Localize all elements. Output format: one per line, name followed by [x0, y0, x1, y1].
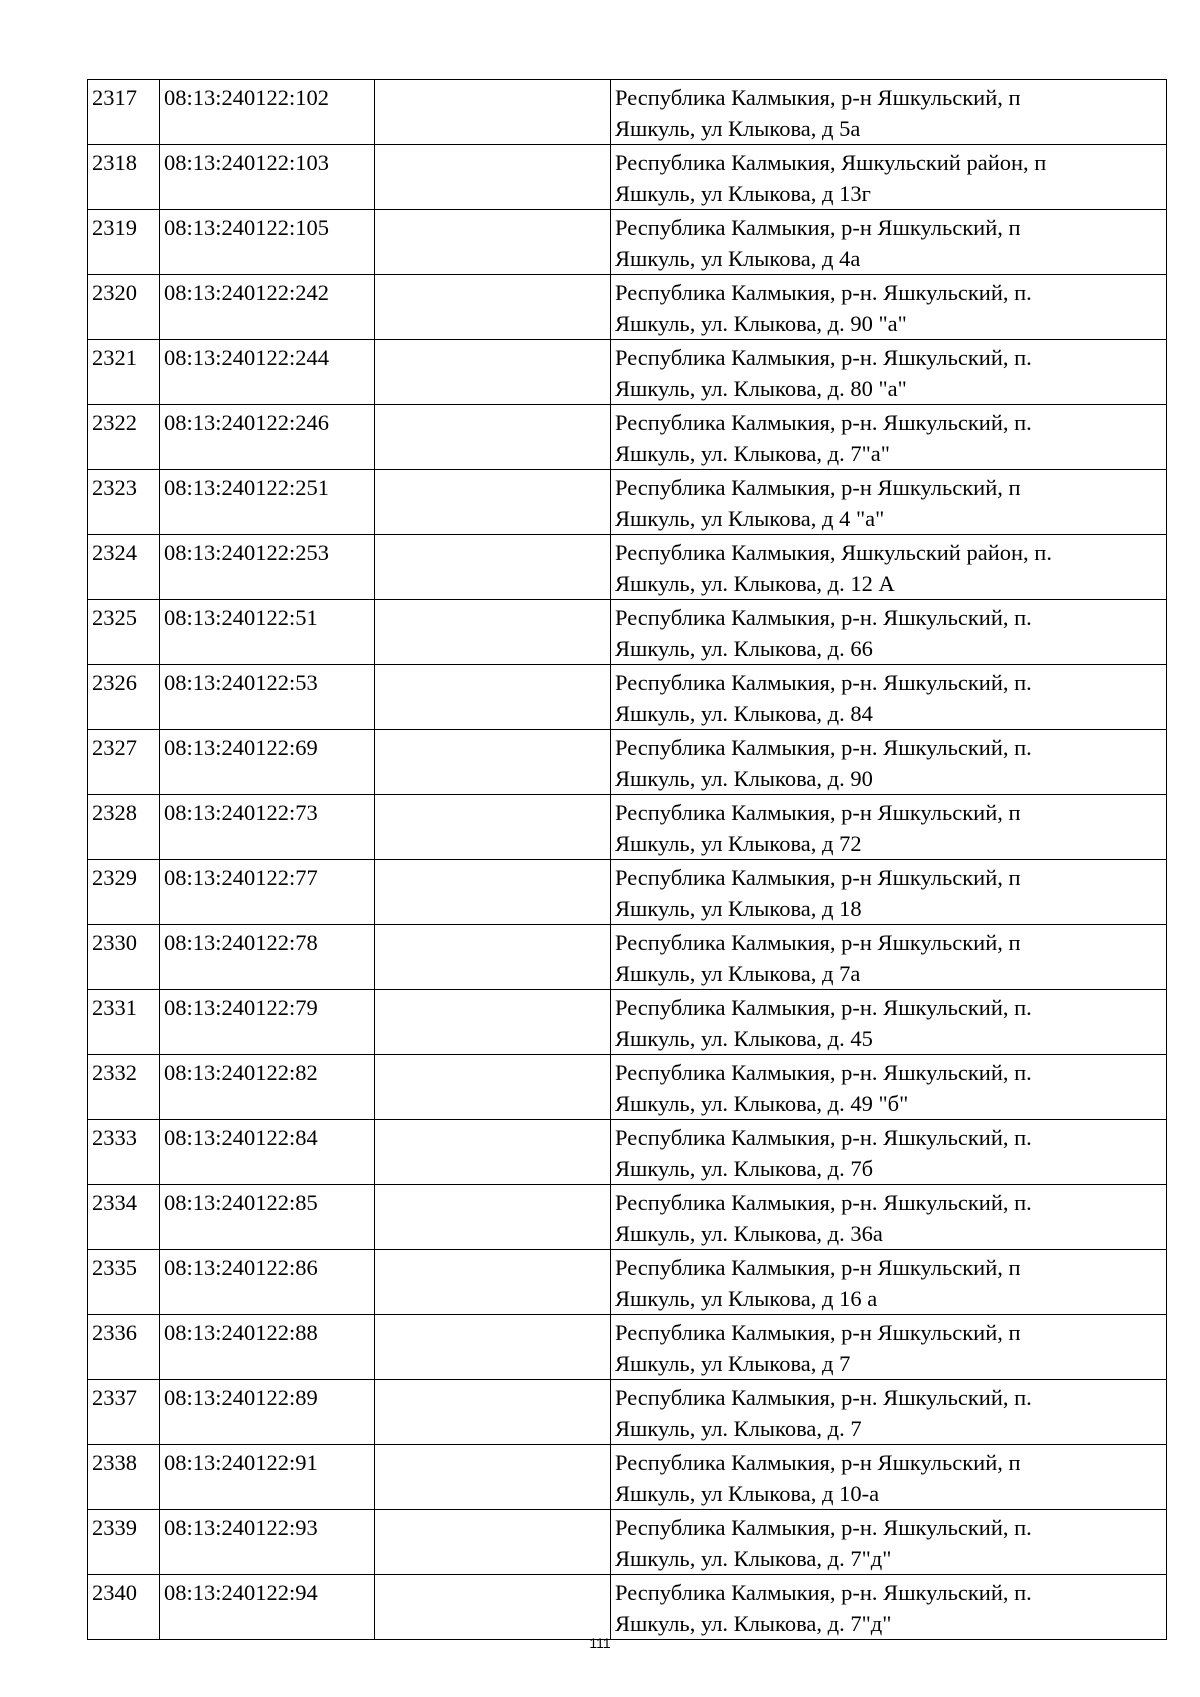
address-line: Республика Калмыкия, р-н Яшкульский, п: [615, 1320, 1021, 1345]
cadastral-number-cell: 08:13:240122:246: [160, 405, 375, 470]
cadastral-number-cell: 08:13:240122:251: [160, 470, 375, 535]
address-cell: [611, 535, 1167, 600]
empty-cell: [375, 1250, 611, 1315]
address-cell: [611, 1380, 1167, 1445]
address-line: Яшкуль, ул. Клыкова, д. 7"д": [615, 1611, 892, 1636]
cadastral-number-cell: 08:13:240122:91: [160, 1445, 375, 1510]
address-line: Республика Калмыкия, р-н. Яшкульский, п.: [615, 1385, 1032, 1410]
row-number-cell: 2333: [88, 1120, 160, 1185]
empty-cell: [375, 470, 611, 535]
address-cell: [611, 275, 1167, 340]
registry-table: [87, 79, 1167, 1640]
table-row: [88, 210, 1167, 275]
cadastral-number-cell: 08:13:240122:53: [160, 665, 375, 730]
row-number-cell: 2339: [88, 1510, 160, 1575]
address-line: Республика Калмыкия, Яшкульский район, п: [615, 150, 1047, 175]
address-line: Яшкуль, ул Клыкова, д 13г: [615, 181, 871, 206]
page-number: 111: [589, 1635, 611, 1651]
address-line: Республика Калмыкия, р-н Яшкульский, п: [615, 1255, 1021, 1280]
address-line: Республика Калмыкия, р-н. Яшкульский, п.: [615, 1580, 1032, 1605]
empty-cell: [375, 340, 611, 405]
address-line: Яшкуль, ул Клыкова, д 10-а: [615, 1481, 880, 1506]
empty-cell: [375, 665, 611, 730]
address-cell: [611, 860, 1167, 925]
row-number-cell: 2326: [88, 665, 160, 730]
address-line: Яшкуль, ул Клыкова, д 18: [615, 896, 862, 921]
address-cell: [611, 1510, 1167, 1575]
address-line: Яшкуль, ул. Клыкова, д. 7б: [615, 1156, 874, 1181]
empty-cell: [375, 210, 611, 275]
empty-cell: [375, 1120, 611, 1185]
table-row: [88, 470, 1167, 535]
address-line: Республика Калмыкия, р-н Яшкульский, п: [615, 1450, 1021, 1475]
empty-cell: [375, 795, 611, 860]
address-line: Яшкуль, ул. Клыкова, д. 12 А: [615, 571, 895, 596]
cadastral-number-cell: 08:13:240122:103: [160, 145, 375, 210]
table-row: [88, 925, 1167, 990]
address-line: Республика Калмыкия, р-н. Яшкульский, п.: [615, 995, 1032, 1020]
address-line: Республика Калмыкия, р-н. Яшкульский, п.: [615, 280, 1032, 305]
cadastral-number-cell: 08:13:240122:82: [160, 1055, 375, 1120]
row-number-cell: 2340: [88, 1575, 160, 1640]
table-row: [88, 1380, 1167, 1445]
address-line: Республика Калмыкия, Яшкульский район, п.: [615, 540, 1052, 565]
row-number-cell: 2319: [88, 210, 160, 275]
row-number-cell: 2321: [88, 340, 160, 405]
empty-cell: [375, 1055, 611, 1120]
address-line: Яшкуль, ул Клыкова, д 4а: [615, 246, 861, 271]
empty-cell: [375, 1510, 611, 1575]
address-cell: [611, 405, 1167, 470]
address-line: Республика Калмыкия, р-н Яшкульский, п: [615, 475, 1021, 500]
address-line: Яшкуль, ул. Клыкова, д. 7: [615, 1416, 862, 1441]
cadastral-number-cell: 08:13:240122:244: [160, 340, 375, 405]
table-row: [88, 1445, 1167, 1510]
registry-table-body: [88, 80, 1167, 1640]
address-line: Яшкуль, ул Клыкова, д 5а: [615, 116, 861, 141]
row-number-cell: 2320: [88, 275, 160, 340]
address-line: Республика Калмыкия, р-н Яшкульский, п: [615, 930, 1021, 955]
table-row: [88, 860, 1167, 925]
empty-cell: [375, 1185, 611, 1250]
address-line: Яшкуль, ул. Клыкова, д. 80 "а": [615, 376, 907, 401]
cadastral-number-cell: 08:13:240122:73: [160, 795, 375, 860]
table-row: [88, 600, 1167, 665]
cadastral-number-cell: 08:13:240122:84: [160, 1120, 375, 1185]
address-line: Республика Калмыкия, р-н. Яшкульский, п.: [615, 1190, 1032, 1215]
address-line: Яшкуль, ул. Клыкова, д. 90: [615, 766, 873, 791]
cadastral-number-cell: 08:13:240122:94: [160, 1575, 375, 1640]
address-cell: [611, 80, 1167, 145]
address-cell: [611, 1445, 1167, 1510]
empty-cell: [375, 80, 611, 145]
address-line: Республика Калмыкия, р-н. Яшкульский, п.: [615, 1125, 1032, 1150]
address-line: Яшкуль, ул. Клыкова, д. 49 "б": [615, 1091, 909, 1116]
row-number-cell: 2323: [88, 470, 160, 535]
table-row: [88, 1185, 1167, 1250]
cadastral-number-cell: 08:13:240122:253: [160, 535, 375, 600]
address-cell: [611, 1185, 1167, 1250]
address-line: Яшкуль, ул Клыкова, д 72: [615, 831, 862, 856]
table-row: [88, 990, 1167, 1055]
table-row: [88, 1250, 1167, 1315]
empty-cell: [375, 860, 611, 925]
table-row: [88, 730, 1167, 795]
address-line: Республика Калмыкия, р-н Яшкульский, п: [615, 800, 1021, 825]
address-line: Яшкуль, ул Клыкова, д 4 "а": [615, 506, 885, 531]
address-cell: [611, 1055, 1167, 1120]
cadastral-number-cell: 08:13:240122:102: [160, 80, 375, 145]
address-line: Яшкуль, ул. Клыкова, д. 66: [615, 636, 873, 661]
address-cell: [611, 925, 1167, 990]
address-cell: [611, 470, 1167, 535]
address-line: Яшкуль, ул. Клыкова, д. 36а: [615, 1221, 883, 1246]
empty-cell: [375, 730, 611, 795]
empty-cell: [375, 535, 611, 600]
address-line: Яшкуль, ул. Клыкова, д. 84: [615, 701, 873, 726]
address-cell: [611, 1315, 1167, 1380]
row-number-cell: 2325: [88, 600, 160, 665]
cadastral-number-cell: 08:13:240122:85: [160, 1185, 375, 1250]
address-line: Яшкуль, ул Клыкова, д 7: [615, 1351, 851, 1376]
cadastral-number-cell: 08:13:240122:105: [160, 210, 375, 275]
address-cell: [611, 990, 1167, 1055]
cadastral-number-cell: 08:13:240122:86: [160, 1250, 375, 1315]
cadastral-number-cell: 08:13:240122:89: [160, 1380, 375, 1445]
address-cell: [611, 730, 1167, 795]
address-line: Яшкуль, ул Клыкова, д 16 а: [615, 1286, 878, 1311]
address-line: Яшкуль, ул. Клыкова, д. 7"а": [615, 441, 890, 466]
empty-cell: [375, 145, 611, 210]
address-line: Яшкуль, ул. Клыкова, д. 90 "а": [615, 311, 907, 336]
row-number-cell: 2327: [88, 730, 160, 795]
address-line: Яшкуль, ул Клыкова, д 7а: [615, 961, 861, 986]
row-number-cell: 2318: [88, 145, 160, 210]
row-number-cell: 2324: [88, 535, 160, 600]
table-row: [88, 1120, 1167, 1185]
empty-cell: [375, 1575, 611, 1640]
row-number-cell: 2328: [88, 795, 160, 860]
empty-cell: [375, 990, 611, 1055]
address-line: Республика Калмыкия, р-н. Яшкульский, п.: [615, 1060, 1032, 1085]
address-cell: [611, 340, 1167, 405]
table-row: [88, 1510, 1167, 1575]
cadastral-number-cell: 08:13:240122:93: [160, 1510, 375, 1575]
address-line: Республика Калмыкия, р-н Яшкульский, п: [615, 865, 1021, 890]
cadastral-number-cell: 08:13:240122:77: [160, 860, 375, 925]
cadastral-number-cell: 08:13:240122:69: [160, 730, 375, 795]
row-number-cell: 2331: [88, 990, 160, 1055]
empty-cell: [375, 1445, 611, 1510]
row-number-cell: 2322: [88, 405, 160, 470]
empty-cell: [375, 925, 611, 990]
address-line: Республика Калмыкия, р-н. Яшкульский, п.: [615, 410, 1032, 435]
address-cell: [611, 145, 1167, 210]
table-row: [88, 80, 1167, 145]
address-cell: [611, 1120, 1167, 1185]
cadastral-number-cell: 08:13:240122:78: [160, 925, 375, 990]
table-row: [88, 145, 1167, 210]
table-row: [88, 1315, 1167, 1380]
empty-cell: [375, 1380, 611, 1445]
address-line: Республика Калмыкия, р-н Яшкульский, п: [615, 215, 1021, 240]
table-row: [88, 340, 1167, 405]
cadastral-number-cell: 08:13:240122:242: [160, 275, 375, 340]
cadastral-number-cell: 08:13:240122:51: [160, 600, 375, 665]
empty-cell: [375, 600, 611, 665]
address-cell: [611, 665, 1167, 730]
table-row: [88, 535, 1167, 600]
cadastral-number-cell: 08:13:240122:79: [160, 990, 375, 1055]
row-number-cell: 2329: [88, 860, 160, 925]
row-number-cell: 2337: [88, 1380, 160, 1445]
table-row: [88, 405, 1167, 470]
empty-cell: [375, 1315, 611, 1380]
row-number-cell: 2338: [88, 1445, 160, 1510]
address-line: Яшкуль, ул. Клыкова, д. 7"д": [615, 1546, 892, 1571]
cadastral-number-cell: 08:13:240122:88: [160, 1315, 375, 1380]
table-row: [88, 275, 1167, 340]
row-number-cell: 2336: [88, 1315, 160, 1380]
table-row: [88, 795, 1167, 860]
address-line: Республика Калмыкия, р-н. Яшкульский, п.: [615, 670, 1032, 695]
address-line: Республика Калмыкия, р-н. Яшкульский, п.: [615, 345, 1032, 370]
row-number-cell: 2330: [88, 925, 160, 990]
row-number-cell: 2335: [88, 1250, 160, 1315]
address-line: Республика Калмыкия, р-н. Яшкульский, п.: [615, 735, 1032, 760]
table-row: [88, 1055, 1167, 1120]
empty-cell: [375, 275, 611, 340]
row-number-cell: 2332: [88, 1055, 160, 1120]
address-cell: [611, 210, 1167, 275]
address-line: Республика Калмыкия, р-н Яшкульский, п: [615, 85, 1021, 110]
table-row: [88, 1575, 1167, 1640]
address-cell: [611, 795, 1167, 860]
address-cell: [611, 600, 1167, 665]
address-line: Яшкуль, ул. Клыкова, д. 45: [615, 1026, 873, 1051]
row-number-cell: 2317: [88, 80, 160, 145]
table-row: [88, 665, 1167, 730]
empty-cell: [375, 405, 611, 470]
address-line: Республика Калмыкия, р-н. Яшкульский, п.: [615, 1515, 1032, 1540]
address-cell: [611, 1575, 1167, 1640]
address-line: Республика Калмыкия, р-н. Яшкульский, п.: [615, 605, 1032, 630]
address-cell: [611, 1250, 1167, 1315]
row-number-cell: 2334: [88, 1185, 160, 1250]
